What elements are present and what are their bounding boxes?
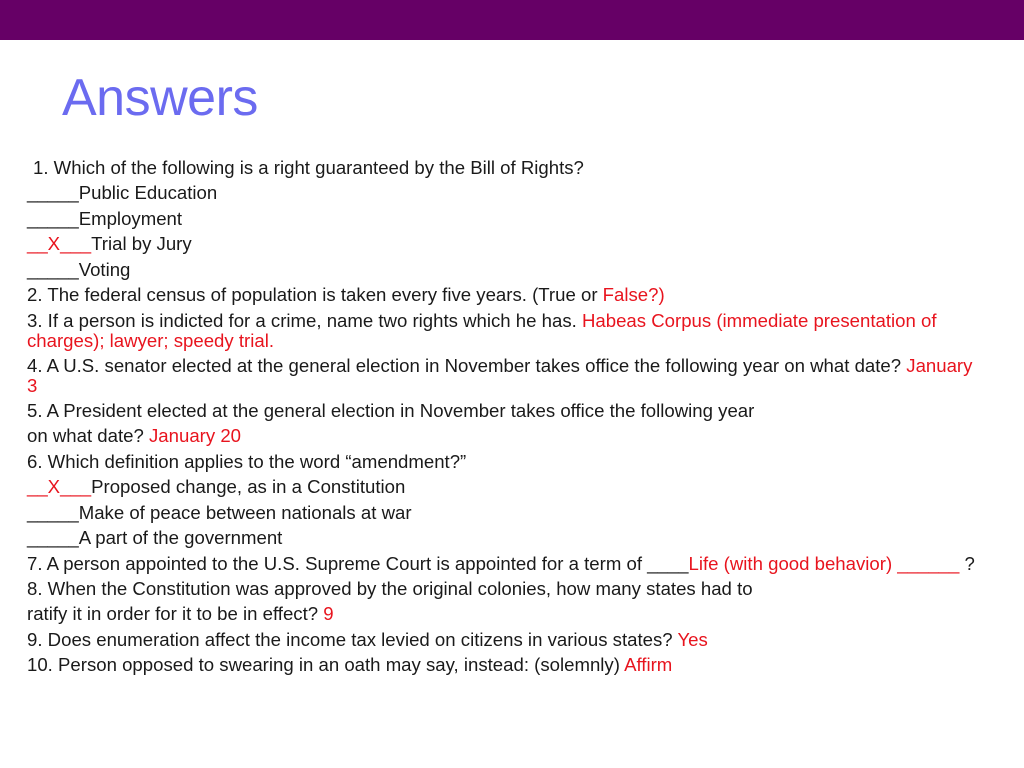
- question-8-line-1: 8. When the Constitution was approved by the original colonies, how many states had to: [27, 577, 753, 599]
- slide-title: Answers: [62, 69, 258, 127]
- question-6-option-government: _____A part of the government: [27, 526, 283, 548]
- question-6-option-proposed-change: [27, 475, 987, 498]
- question-1-option-voting: _____Voting: [27, 258, 131, 280]
- top-accent-bar: [0, 0, 1024, 40]
- question-text: 9. Does enumeration affect the income tax levied on citizens in various states?: [27, 628, 678, 650]
- answers-body: [27, 156, 987, 676]
- question-9: [27, 628, 987, 651]
- answer-text: Habeas Corpus (immediate presentation of charges); lawyer; speedy trial.: [27, 309, 937, 351]
- question-4: [27, 356, 987, 396]
- answer-text: Yes: [677, 628, 708, 650]
- question-2: [27, 283, 987, 306]
- question-text: 2. The federal census of population is taken every five years. (True or: [27, 283, 603, 305]
- option-label: Trial by Jury: [91, 233, 192, 255]
- question-1-option-trial-by-jury: [27, 232, 987, 255]
- question-1-option-public-education: _____Public Education: [27, 182, 218, 204]
- question-1-option-employment: _____Employment: [27, 207, 183, 229]
- answer-text: 9: [323, 603, 334, 625]
- answer-text: Life (with good behavior) ______: [688, 552, 960, 574]
- question-5-line-2: [27, 424, 987, 447]
- question-6: 6. Which definition applies to the word “amendment?”: [27, 450, 467, 472]
- question-text: ratify it in order for it to be in effect?: [27, 603, 324, 625]
- question-text: 4. A U.S. senator elected at the general election in November takes office the following year on what date?: [27, 354, 907, 376]
- answer-text: False?): [602, 283, 665, 305]
- option-label: Proposed change, as in a Constitution: [91, 476, 406, 498]
- question-5-line-1: 5. A President elected at the general election in November takes office the following year: [27, 399, 755, 421]
- question-10: [27, 653, 987, 676]
- question-7: [27, 554, 987, 574]
- answer-text: January 3: [27, 354, 973, 396]
- question-3: [27, 311, 987, 351]
- question-text: 7. A person appointed to the U.S. Supreme Court is appointed for a term of ____: [27, 552, 689, 574]
- question-1: 1. Which of the following is a right guaranteed by the Bill of Rights?: [33, 157, 584, 178]
- answer-text: January 20: [149, 425, 241, 447]
- question-suffix: ?: [959, 552, 975, 574]
- question-text: 10. Person opposed to swearing in an oath may say, instead: (solemnly): [27, 654, 625, 676]
- answer-mark: __X___: [27, 476, 92, 498]
- question-text: on what date?: [27, 425, 149, 447]
- question-8-line-2: [27, 602, 987, 625]
- question-text: 3. If a person is indicted for a crime, name two rights which he has.: [27, 309, 582, 331]
- answer-text: Affirm: [624, 654, 673, 676]
- question-6-option-peace: _____Make of peace between nationals at war: [27, 501, 412, 523]
- answer-mark: __X___: [27, 233, 92, 255]
